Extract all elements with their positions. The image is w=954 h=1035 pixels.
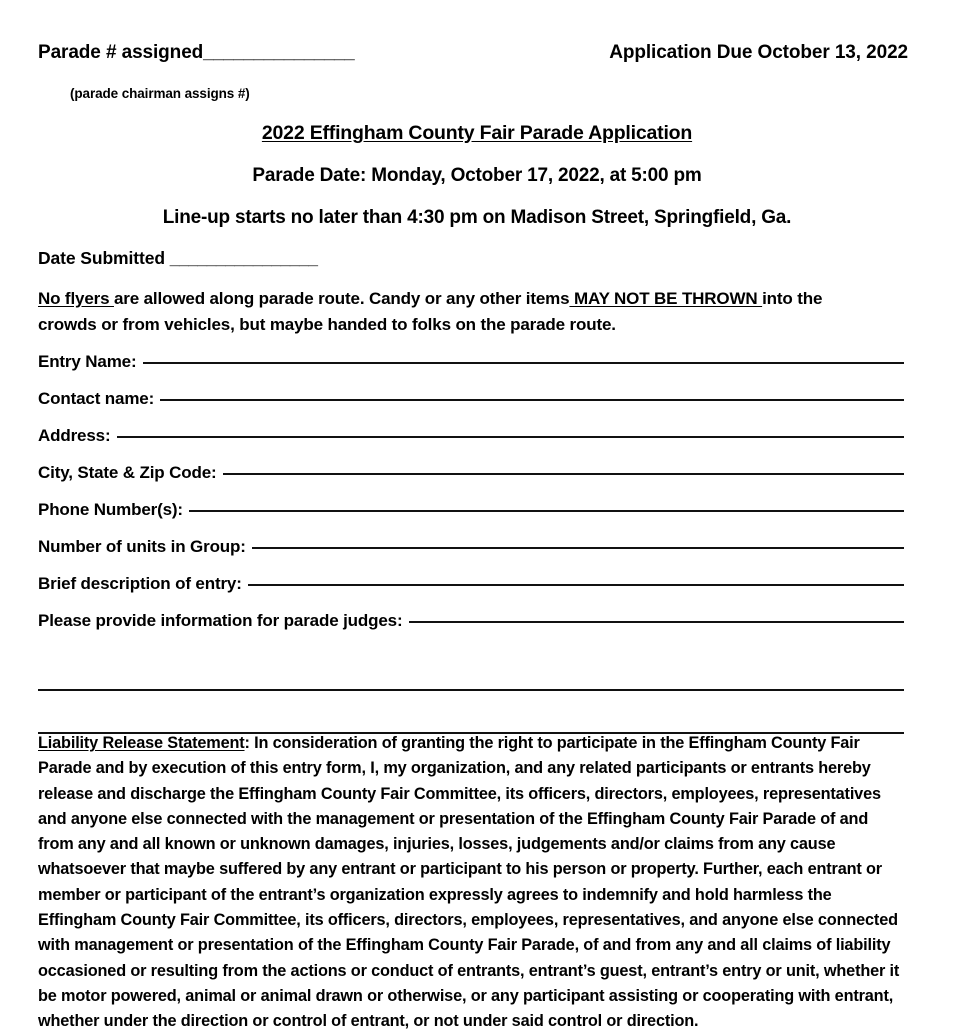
date-submitted-field[interactable] [38, 248, 317, 269]
input-city-state-zip[interactable] [223, 472, 904, 475]
form-row-brief-description [38, 574, 904, 611]
form-row-city-state-zip [38, 463, 904, 500]
input-number-of-units[interactable] [252, 546, 904, 549]
page-title [0, 122, 954, 145]
date-submitted-label: Date Submitted [38, 248, 170, 268]
input-continuation-line-2[interactable] [38, 691, 904, 734]
form-row-number-of-units [38, 537, 904, 574]
label-judges-info: Please provide information for parade judges: [38, 611, 403, 630]
input-contact-name[interactable] [160, 398, 904, 401]
label-contact-name: Contact name: [38, 389, 155, 408]
form-fields [38, 352, 904, 648]
may-not-be-thrown-emphasis: MAY NOT BE THROWN [569, 289, 763, 308]
document-header [38, 42, 908, 64]
liability-release-statement [38, 731, 906, 1035]
liability-body: In consideration of granting the right to participate in the Effingham County Fair Parade and by execution of this entry form, I, my organization, and any related participants or entrants hereby release and discharge the Effingham County Fair Committee, its officers, directors, employees, representatives and anyone else connected with the management or presentation of the Effingham County Fair Parade of and from any and all known or unknown damages, injuries, losses, judgements and/or claims from any cause whatsoever that maybe suffered by any entrant or participant to his person or property. Further, each entrant or member or participant of the entrant’s organization expressly agrees to indemnify and hold harmless the Effingham County Fair Committee, its officers, directors, employees, representatives, and anyone else connected with management or presentation of the Effingham County Fair Parade, of and from any and all claims of liability occasioned or resulting from the actions or conduct of entrants, entrant’s guest, entrant’s entry or unit, whether it be motor powered, animal or animal drawn or otherwise, or any participant assisting or cooperating with entrant, whether under the direction or control of entrant, or not under said control or direction. [38, 734, 900, 1031]
flyers-notice-part1: are allowed along parade route. Candy or any other items [113, 289, 570, 308]
date-submitted-blank[interactable]: ________________ [169, 248, 318, 268]
parade-number-label: Parade # assigned [38, 42, 204, 63]
form-row-entry-name [38, 352, 904, 389]
flyers-notice [38, 286, 868, 338]
parade-number-blank[interactable]: _______________ [203, 42, 355, 63]
flyers-notice-part2: into the crowds or from vehicles, but maybe handed to folks on the parade route. [38, 289, 823, 334]
label-number-of-units: Number of units in Group: [38, 537, 246, 556]
input-brief-description[interactable] [248, 583, 904, 586]
form-row-judges-info [38, 611, 904, 648]
no-flyers-emphasis: No flyers [38, 289, 114, 308]
input-phone-number[interactable] [189, 509, 904, 512]
input-entry-name[interactable] [143, 361, 905, 364]
continuation-lines [38, 648, 904, 734]
input-continuation-line-1[interactable] [38, 648, 904, 691]
form-row-contact-name [38, 389, 904, 426]
parade-date-text: Parade Date: Monday, October 17, 2022, at 5:00 pm [252, 165, 702, 186]
liability-colon: : [244, 734, 250, 752]
form-row-phone-number [38, 500, 904, 537]
label-city-state-zip: City, State & Zip Code: [38, 463, 217, 482]
line-up-text: Line-up starts no later than 4:30 pm on Madison Street, Springfield, Ga. [162, 207, 792, 228]
label-phone-number: Phone Number(s): [38, 500, 183, 519]
liability-heading: Liability Release Statement [38, 734, 245, 752]
application-due-text: Application Due October 13, 2022 [609, 42, 908, 63]
parade-number-field[interactable] [38, 42, 354, 64]
label-brief-description: Brief description of entry: [38, 574, 242, 593]
page-title-text: 2022 Effingham County Fair Parade Application [261, 122, 693, 144]
chairman-note: (parade chairman assigns #) [70, 86, 250, 101]
input-judges-info[interactable] [409, 620, 905, 623]
label-address: Address: [38, 426, 111, 445]
form-row-address [38, 426, 904, 463]
label-entry-name: Entry Name: [38, 352, 137, 371]
input-address[interactable] [117, 435, 905, 438]
